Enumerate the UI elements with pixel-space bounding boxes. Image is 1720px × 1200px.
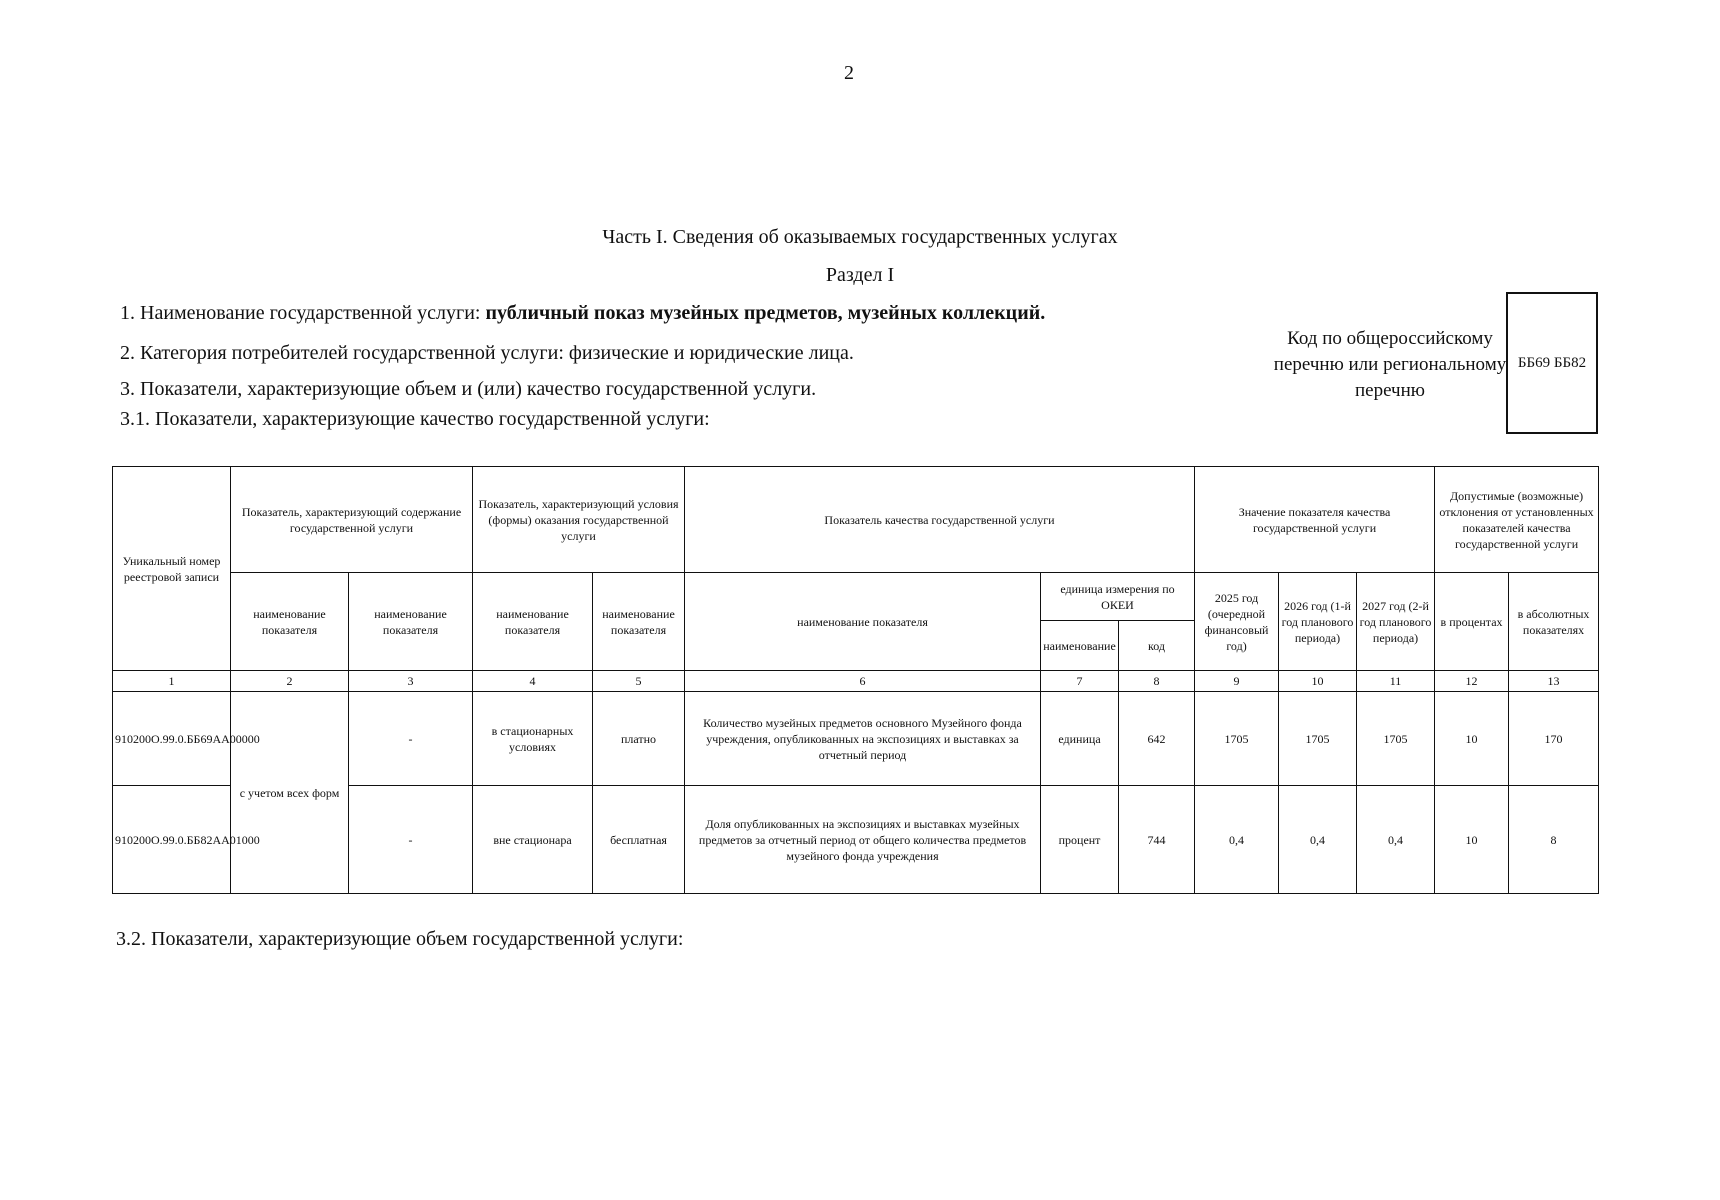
- header-deviation-group: Допустимые (возможные) отклонения от установленных показателей качества государственной услуги: [1435, 467, 1599, 573]
- header-indicator-name-4: наименование показателя: [473, 573, 593, 671]
- header-in-absolute: в абсолютных показателях: [1509, 573, 1599, 671]
- column-number: 4: [473, 671, 593, 692]
- header-value-group: Значение показателя качества государственной услуги: [1195, 467, 1435, 573]
- volume-heading: 3.2. Показатели, характеризующие объем государственной услуги:: [116, 928, 684, 950]
- header-in-percent: в процентах: [1435, 573, 1509, 671]
- deviation-absolute: 8: [1509, 786, 1599, 894]
- deviation-absolute: 170: [1509, 692, 1599, 786]
- header-indicator-name-3: наименование показателя: [349, 573, 473, 671]
- quality-heading: 3.1. Показатели, характеризующие качество государственной услуги:: [120, 408, 710, 430]
- header-indicator-name-6: наименование показателя: [685, 573, 1041, 671]
- part-title: Часть I. Сведения об оказываемых государственных услугах: [602, 226, 1118, 248]
- header-row-2: [113, 573, 1599, 621]
- code-label: Код по общероссийскому перечню или региональному перечню: [1273, 328, 1507, 401]
- header-okei-name: наименование: [1041, 621, 1119, 671]
- header-indicator-name-5: наименование показателя: [593, 573, 685, 671]
- service-name-prefix: 1. Наименование государственной услуги:: [120, 302, 486, 324]
- page-number: 2: [844, 62, 854, 84]
- content-indicator: -: [349, 786, 473, 894]
- quality-table: [112, 466, 1599, 894]
- value-2027: 1705: [1357, 692, 1435, 786]
- header-indicator-name-2: наименование показателя: [231, 573, 349, 671]
- service-name-line: [120, 302, 1045, 325]
- column-number-row: [113, 671, 1599, 692]
- shared-content: с учетом всех форм: [231, 692, 349, 894]
- value-2026: 1705: [1279, 692, 1357, 786]
- unit-name: процент: [1041, 786, 1119, 894]
- column-number: 2: [231, 671, 349, 692]
- header-year-2025: 2025 год (очередной финансовый год): [1195, 573, 1279, 671]
- table-row: [113, 692, 1599, 786]
- condition: вне стационара: [473, 786, 593, 894]
- column-number: 10: [1279, 671, 1357, 692]
- payment: платно: [593, 692, 685, 786]
- deviation-percent: 10: [1435, 692, 1509, 786]
- code-box: [1506, 292, 1598, 434]
- unit-name: единица: [1041, 692, 1119, 786]
- column-number: 3: [349, 671, 473, 692]
- code-value: ББ69 ББ82: [1517, 354, 1587, 371]
- indicators-heading: 3. Показатели, характеризующие объем и (или) качество государственной услуги.: [120, 378, 817, 400]
- unit-code: 744: [1119, 786, 1195, 894]
- record-number: 910200О.99.0.ББ82АА01000: [113, 786, 231, 894]
- header-okei-code: код: [1119, 621, 1195, 671]
- header-unique-number: Уникальный номер реестровой записи: [113, 467, 231, 671]
- value-2027: 0,4: [1357, 786, 1435, 894]
- header-quality-group: Показатель качества государственной услуги: [685, 467, 1195, 573]
- record-number: 910200О.99.0.ББ69АА00000: [113, 692, 231, 786]
- unit-code: 642: [1119, 692, 1195, 786]
- column-number: 11: [1357, 671, 1435, 692]
- value-2026: 0,4: [1279, 786, 1357, 894]
- section-title: Раздел I: [825, 264, 895, 286]
- column-number: 8: [1119, 671, 1195, 692]
- payment: бесплатная: [593, 786, 685, 894]
- column-number: 6: [685, 671, 1041, 692]
- header-row-1: [113, 467, 1599, 573]
- column-number: 7: [1041, 671, 1119, 692]
- service-name-value: публичный показ музейных предметов, музейных коллекций.: [485, 302, 1046, 324]
- value-2025: 1705: [1195, 692, 1279, 786]
- column-number: 5: [593, 671, 685, 692]
- condition: в стационарных условиях: [473, 692, 593, 786]
- header-conditions-group: Показатель, характеризующий условия (формы) оказания государственной услуги: [473, 467, 685, 573]
- deviation-percent: 10: [1435, 786, 1509, 894]
- consumers-line: 2. Категория потребителей государственной услуги: физические и юридические лица.: [120, 342, 854, 364]
- header-year-2027: 2027 год (2-й год планового периода): [1357, 573, 1435, 671]
- header-content-group: Показатель, характеризующий содержание государственной услуги: [231, 467, 473, 573]
- column-number: 1: [113, 671, 231, 692]
- header-okei-unit: единица измерения по ОКЕИ: [1041, 573, 1195, 621]
- column-number: 9: [1195, 671, 1279, 692]
- content-indicator: -: [349, 692, 473, 786]
- value-2025: 0,4: [1195, 786, 1279, 894]
- column-number: 12: [1435, 671, 1509, 692]
- header-year-2026: 2026 год (1-й год планового периода): [1279, 573, 1357, 671]
- column-number: 13: [1509, 671, 1599, 692]
- indicator-name: Доля опубликованных на экспозициях и выставках музейных предметов за отчетный период от общего количества предметов музейного фонда учреждения: [685, 786, 1041, 894]
- indicator-name: Количество музейных предметов основного Музейного фонда учреждения, опубликованных на экспозициях и выставках за отчетный период: [685, 692, 1041, 786]
